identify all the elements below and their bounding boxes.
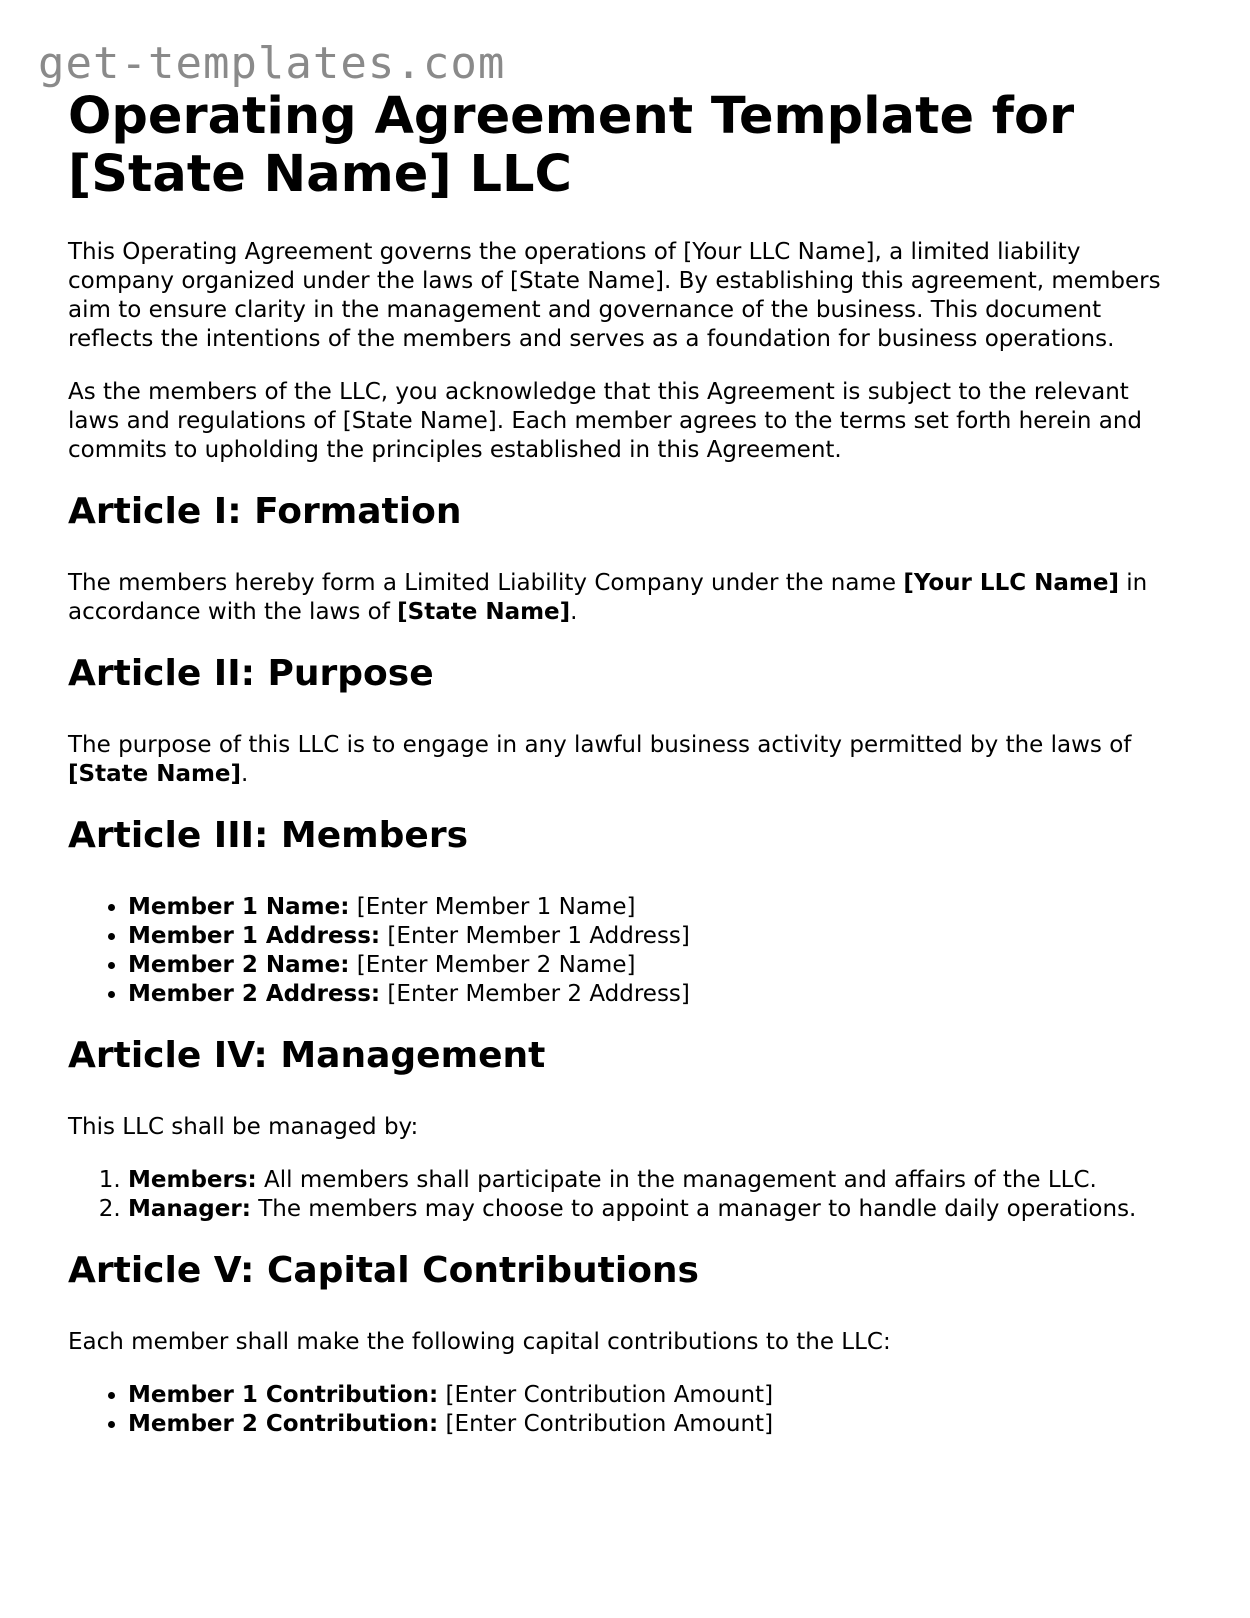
article-2-section (68, 651, 1168, 789)
article-5-heading: Article V: Capital Contributions (68, 1250, 699, 1291)
list-item-label: Member 1 Address: (128, 923, 381, 949)
list-item (128, 893, 1168, 922)
list-item (128, 1166, 1168, 1195)
list-item-label: Member 1 Name: (128, 894, 350, 920)
article-5-intro: Each member shall make the following capital contributions to the LLC: (68, 1329, 891, 1355)
list-item (128, 922, 1168, 951)
members-list (68, 893, 1168, 1009)
intro-paragraph-2: As the members of the LLC, you acknowledge that this Agreement is subject to the relevant laws and regulations of [State Name]. Each member agrees to the terms set forth herein and commits to upholding the principles established in this Agreement. (68, 379, 1143, 463)
list-item-value: [Enter Member 1 Address] (380, 923, 690, 949)
list-item (128, 1381, 1168, 1410)
list-item-label: Member 1 Contribution: (128, 1382, 439, 1408)
list-item-value: [Enter Member 2 Address] (380, 981, 690, 1007)
list-item-label: Manager: (128, 1196, 251, 1222)
state-name-placeholder: [State Name] (68, 761, 242, 787)
document-body (68, 88, 1168, 1463)
article-1-text (68, 569, 1168, 627)
article-4-heading: Article IV: Management (68, 1035, 546, 1076)
list-item-label: Member 2 Contribution: (128, 1411, 439, 1437)
intro-section (68, 238, 1168, 465)
article-2-text (68, 731, 1168, 789)
article-3-heading: Article III: Members (68, 815, 469, 856)
list-item-label: Members: (128, 1167, 257, 1193)
article-2-text-a: The purpose of this LLC is to engage in any lawful business activity permitted by the laws of (68, 732, 1132, 758)
article-1-heading: Article I: Formation (68, 491, 462, 532)
article-4-intro: This LLC shall be managed by: (68, 1114, 419, 1140)
list-item-value: [Enter Contribution Amount] (438, 1382, 774, 1408)
article-1-text-c: . (570, 599, 578, 625)
list-item-value: [Enter Contribution Amount] (438, 1411, 774, 1437)
watermark: get-templates.com (38, 38, 506, 89)
list-item-value: [Enter Member 2 Name] (349, 952, 636, 978)
article-1-text-a: The members hereby form a Limited Liability Company under the name (68, 570, 904, 596)
contributions-list (68, 1381, 1168, 1439)
intro-paragraph-1: This Operating Agreement governs the operations of [Your LLC Name], a limited liability company organized under the laws of [State Name]. By establishing this agreement, members aim to ensure clarity in the management and governance of the business. This document reflects the intentions of the members and serves as a foundation for business operations. (68, 239, 1161, 352)
list-item-label: Member 2 Name: (128, 952, 350, 978)
list-item (128, 980, 1168, 1009)
article-1-section (68, 489, 1168, 627)
management-list (68, 1166, 1168, 1224)
article-4-section (68, 1033, 1168, 1224)
article-1-text-b: in accordance with the laws of (68, 570, 1148, 625)
list-item (128, 1410, 1168, 1439)
article-3-section (68, 813, 1168, 1009)
list-item-value: All members shall participate in the management and affairs of the LLC. (256, 1167, 1097, 1193)
article-5-section (68, 1248, 1168, 1439)
state-name-placeholder: [State Name] (397, 599, 571, 625)
article-2-heading: Article II: Purpose (68, 653, 434, 694)
list-item-value: [Enter Member 1 Name] (349, 894, 636, 920)
list-item-value: The members may choose to appoint a manager to handle daily operations. (250, 1196, 1137, 1222)
list-item (128, 951, 1168, 980)
list-item-label: Member 2 Address: (128, 981, 381, 1007)
article-2-text-b: . (241, 761, 249, 787)
list-item (128, 1195, 1168, 1224)
document-title: Operating Agreement Template for [State Name] LLC (68, 87, 1075, 204)
llc-name-placeholder: [Your LLC Name] (903, 570, 1119, 596)
